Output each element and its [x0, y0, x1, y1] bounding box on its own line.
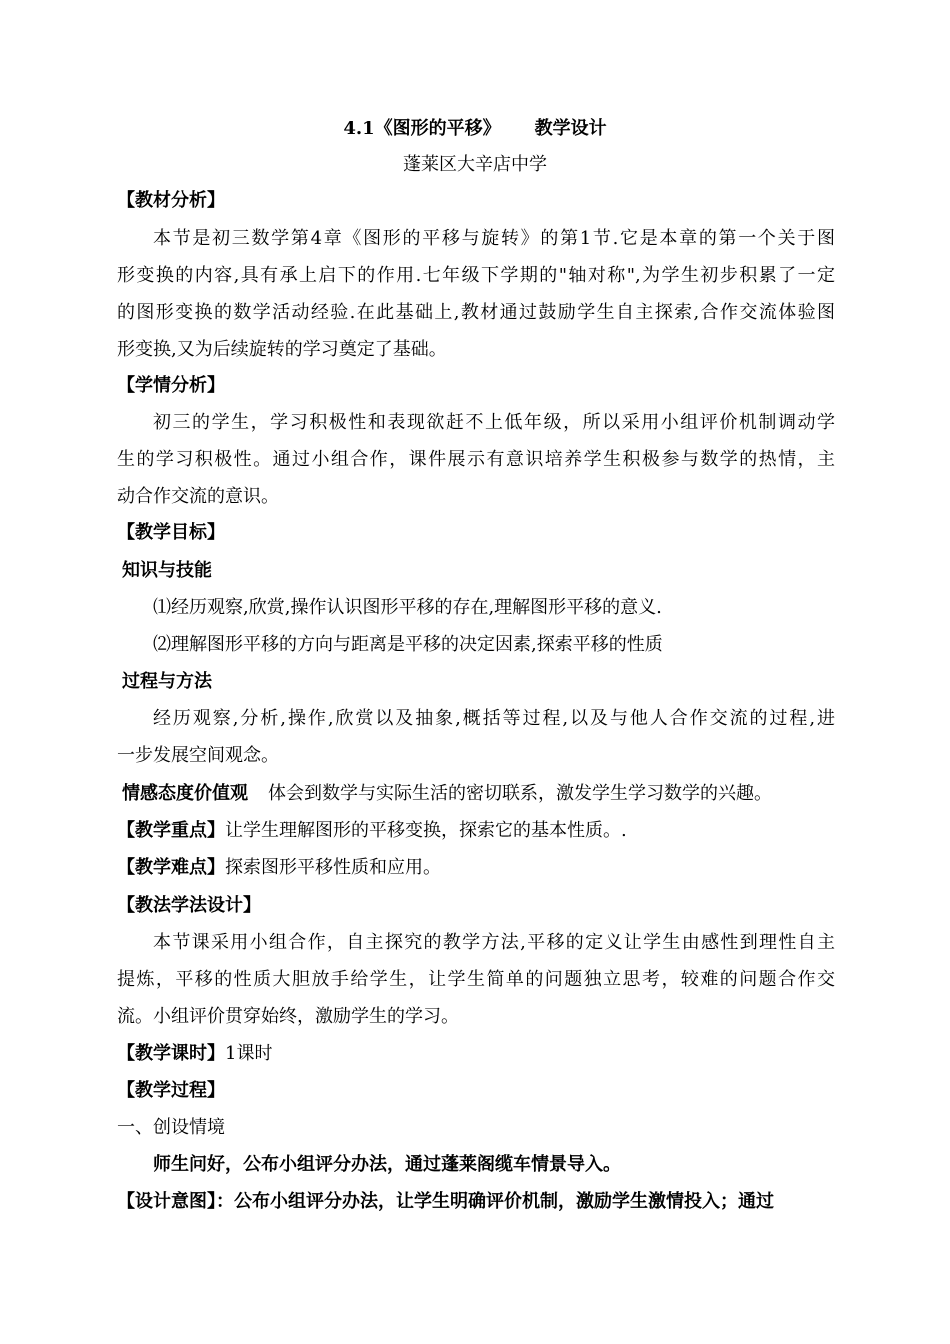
greeting-line: 师生问好，公布小组评分办法，通过蓬莱阁缆车情景导入。	[153, 1154, 621, 1175]
knowledge-item: ⑴经历观察,欣赏,操作认识图形平移的存在,理解图形平移的意义.	[153, 597, 662, 618]
method-line: 本节课采用小组合作，自主探究的教学方法,平移的定义让学生由感性到理性自主	[153, 932, 835, 953]
difficulty-text: 探索图形平移性质和应用。	[225, 857, 441, 878]
material-analysis-line: 的图形变换的数学活动经验.在此基础上,教材通过鼓励学生自主探索,合作交流体验图	[117, 302, 835, 323]
process-line: 一步发展空间观念。	[117, 745, 279, 766]
process-heading: 过程与方法	[122, 671, 212, 692]
school-name: 蓬莱区大辛店中学	[403, 154, 547, 175]
attitude-heading: 情感态度价值观	[122, 783, 248, 804]
material-analysis-line: 本节是初三数学第4章《图形的平移与旋转》的第1节.它是本章的第一个关于图	[153, 228, 835, 249]
process-line: 经历观察,分析,操作,欣赏以及抽象,概括等过程,以及与他人合作交流的过程,进	[153, 708, 835, 729]
student-analysis-heading: 【学情分析】	[117, 375, 225, 396]
design-intent-row	[117, 1190, 774, 1214]
key-point-text: 让学生理解图形的平移变换，探索它的基本性质。.	[225, 820, 627, 841]
title-main: 4.1《图形的平移》	[343, 118, 501, 139]
document-title	[0, 117, 950, 141]
material-analysis-line: 形变换,又为后续旋转的学习奠定了基础。	[117, 339, 447, 360]
attitude-text: 体会到数学与实际生活的密切联系，激发学生学习数学的兴趣。	[268, 783, 772, 804]
student-analysis-line: 动合作交流的意识。	[117, 486, 279, 507]
student-analysis-line: 生的学习积极性。通过小组合作，课件展示有意识培养学生积极参与数学的热情，主	[117, 449, 835, 470]
teaching-process-heading: 【教学过程】	[117, 1080, 225, 1101]
difficulty-heading: 【教学难点】	[117, 857, 225, 878]
step-one: 一、创设情境	[117, 1117, 225, 1138]
knowledge-heading: 知识与技能	[122, 560, 212, 581]
method-heading: 【教法学法设计】	[117, 895, 261, 916]
student-analysis-line: 初三的学生，学习积极性和表现欲赶不上低年级，所以采用小组评价机制调动学	[153, 412, 835, 433]
design-intent-text: 公布小组评分办法，让学生明确评价机制，激励学生激情投入；通过	[234, 1191, 774, 1212]
method-line: 提炼，平移的性质大胆放手给学生，让学生简单的问题独立思考，较难的问题合作交	[117, 969, 835, 990]
design-intent-heading: 【设计意图】：	[117, 1191, 234, 1212]
difficulty-row	[117, 856, 441, 880]
title-suffix: 教学设计	[534, 118, 607, 139]
hours-heading: 【教学课时】	[117, 1043, 225, 1064]
key-point-row	[117, 819, 627, 843]
method-line: 流。小组评价贯穿始终，激励学生的学习。	[117, 1006, 459, 1027]
hours-row	[117, 1042, 272, 1066]
attitude-row	[122, 782, 772, 806]
hours-text: 1课时	[225, 1043, 273, 1064]
material-analysis-line: 形变换的内容,具有承上启下的作用.七年级下学期的"轴对称",为学生初步积累了一定	[117, 265, 835, 286]
goals-heading: 【教学目标】	[117, 522, 225, 543]
key-point-heading: 【教学重点】	[117, 820, 225, 841]
knowledge-item: ⑵理解图形平移的方向与距离是平移的决定因素,探索平移的性质	[153, 634, 663, 655]
material-analysis-heading: 【教材分析】	[117, 190, 225, 211]
